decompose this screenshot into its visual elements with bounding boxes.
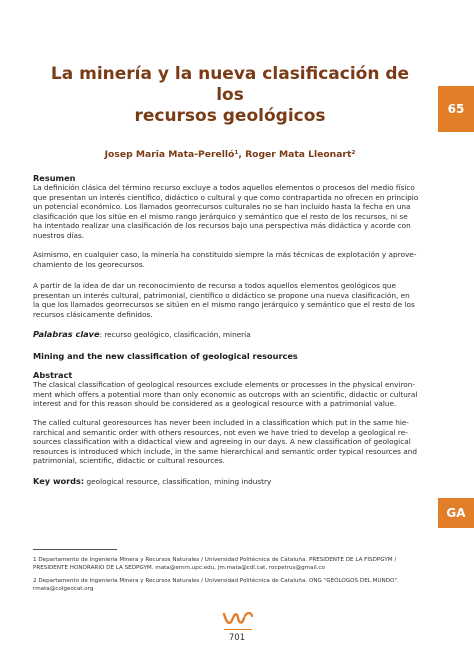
authors-line: Josep Maria Mata-Perelló¹, Roger Mata Lleonart² <box>104 149 356 160</box>
text-line: chamiento de los georecursos. <box>33 259 145 269</box>
text-line: La definición clásica del término recurso excluye a todos aquellos elementos o procesos del medio físico <box>33 183 415 192</box>
text-line: la que los llamados georrecursos se sitúen en el mismo rango jerárquico y semántico que el resto de los <box>33 300 415 310</box>
text-line: ha intentado realizar una clasificación de los recursos bajo una perspectiva más didáctica y acorde con <box>33 221 411 231</box>
text-line: recursos clásicamente definidos. <box>33 309 153 319</box>
language-tab-badge: GA <box>438 498 474 528</box>
text-line: resources is introduced which include, in the same hierarchical and semantic order typical resources and <box>33 446 418 456</box>
title-line-2: recursos geológicos <box>134 106 326 126</box>
text-line: patrimonial, scientific, didactic or cultural resources. <box>33 456 225 466</box>
chapter-number-badge: 65 <box>438 86 474 132</box>
text-line: un potencial económico. Los llamados georrecursos culturales no se han incluido hasta la fecha en una <box>33 202 411 212</box>
english-keywords <box>33 476 271 486</box>
text-line: The clasical classification of geological resources exclude elements or processes in the physical environ- <box>33 380 415 389</box>
resumen-heading: Resumen <box>33 173 76 183</box>
text-line: Asimismo, en cualquier caso, la minería ha constituido siempre la más técnicas de explotación y aprove- <box>33 250 417 259</box>
text-line: interest and for this reason should be considered as a geological resource with a patrimonial value. <box>33 399 397 409</box>
title-line-1: La minería y la nueva clasificación de los <box>50 64 410 105</box>
resumen-paragraph-3 <box>33 281 415 319</box>
text-line: clasificación que los sitúe en el mismo rango jerárquico y semántico que el resto de los recursos, ni se <box>33 211 408 221</box>
page-title <box>40 64 420 127</box>
page-number: 701 <box>228 633 246 643</box>
footnote-line: rmata@colgeocat.org <box>33 586 94 593</box>
publisher-logo-icon <box>221 610 255 628</box>
text-line: sources classification with a didactical view and agreeing in our days. A new classification of geological <box>33 437 411 447</box>
footnote-line: 1 Departamento de Ingeniería Minera y Recursos Naturales / Universidad Politécnica de Cataluña. PRESIDENTE DE LA FISDPGYM / <box>33 557 397 563</box>
footnote-1 <box>33 556 396 572</box>
text-line: presentan un interés cultural, patrimonial, científico o didáctico se propone una nueva clasificación, en <box>33 290 410 300</box>
abstract-paragraph-2 <box>33 418 417 466</box>
text-line: nuestros días. <box>33 230 85 240</box>
keywords-label: Key words: <box>33 476 85 486</box>
resumen-paragraph-1 <box>33 183 418 241</box>
resumen-paragraph-2 <box>33 250 416 269</box>
english-title: Mining and the new classification of geological resources <box>33 351 298 361</box>
abstract-heading: Abstract <box>33 370 73 380</box>
spanish-keywords <box>33 329 251 339</box>
footnote-line: 2 Departamento de Ingeniería Minera y Recursos Naturales / Universidad Politécnica de Cataluña. ONG "GEÓLOGOS DEL MUNDO". <box>33 578 399 584</box>
footnote-line: PRESIDENTE HONORARIO DE LA SEDPGYM. mata@emrn.upc.edu, jm.mata@cdl.cat, rocpetrus@gmail.co <box>33 565 325 572</box>
text-line: rarchical and semantic order with others resources, not even we have tried to develop a geological re- <box>33 427 408 437</box>
text-line: que presentan un interés científico, didáctico o cultural y que como contrapartida no ofrecen en principio <box>33 192 419 202</box>
page-number-underline <box>224 629 252 630</box>
text-line: ment which offers a potential more than only economic as outcrops with an scientific, didactic or cultural <box>33 389 418 399</box>
footnote-2 <box>33 577 399 593</box>
footnote-divider <box>33 549 117 550</box>
keywords-text: geological resource, classification, mining industry <box>84 477 272 486</box>
text-line: A partir de la idea de dar un reconocimiento de recurso a todos aquellos elementos geológicos que <box>33 281 397 290</box>
text-line: The called cultural georesources has never been included in a classification which put in the same hie- <box>33 418 410 427</box>
keywords-text: : recurso geológico, clasificación, minería <box>99 330 251 339</box>
keywords-label: Palabras clave <box>33 329 100 339</box>
abstract-paragraph-1 <box>33 380 417 409</box>
